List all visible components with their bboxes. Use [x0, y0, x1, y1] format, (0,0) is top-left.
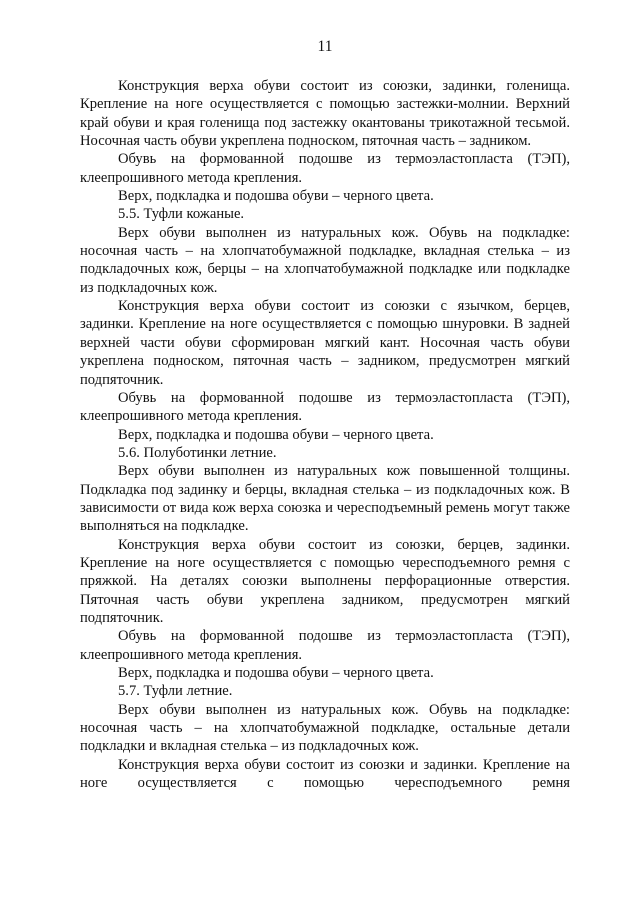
paragraph-shoes-sole: Обувь на формованной подошве из термоэластопласта (ТЭП), клеепрошивного метода крепления. [80, 389, 570, 425]
paragraph-boot-construction: Конструкция верха обуви состоит из союзки, задинки, голенища. Крепление на ноге осуществляется с помощью застежки-молнии. Верхний край обуви и края голенища под застежку окантованы трикотажной тесьмой. Носочная часть обуви укреплена подноском, пяточная часть – задником. [80, 78, 570, 150]
section-heading-5-7: 5.7. Туфли летние. [118, 683, 233, 700]
paragraph-shoes-upper: Верх обуви выполнен из натуральных кож. Обувь на подкладке: носочная часть – на хлопчатобумажной подкладке, вкладная стелька – из подкладочных кож, берцы – на хлопчатобумажной подкладке или подкладке из подкладочных кож. [80, 224, 570, 296]
paragraph-shoes-color: Верх, подкладка и подошва обуви – черного цвета. [118, 426, 434, 443]
paragraph-shoes-construction: Конструкция верха обуви состоит из союзки с язычком, берцев, задинки. Крепление на ноге осуществляется с помощью шнуровки. В задней верхней части обуви сформирован мягкий кант. Носочная часть обуви укреплена подноском, пяточная часть – задником, предусмотрен мягкий подпяточник. [80, 298, 570, 388]
paragraph-lowboots-sole: Обувь на формованной подошве из термоэластопласта (ТЭП), клеепрошивного метода крепления. [80, 628, 570, 663]
section-heading-5-5: 5.5. Туфли кожаные. [118, 206, 245, 223]
paragraph-summer-shoes-construction: Конструкция верха обуви состоит из союзки и задинки. Крепление на ноге осуществляется с помощью чересподъемного ремня [80, 756, 570, 792]
page-number: 11 [317, 38, 333, 55]
paragraph-boot-color: Верх, подкладка и подошва обуви – черного цвета. [118, 188, 434, 205]
paragraph-summer-shoes-upper: Верх обуви выполнен из натуральных кож. Обувь на подкладке: носочная часть – на хлопчатобумажной подкладке, остальные детали подкладки и вкладная стелька – из подкладочных кож. [80, 701, 570, 755]
paragraph-boot-sole: Обувь на формованной подошве из термоэластопласта (ТЭП), клеепрошивного метода крепления. [80, 151, 570, 186]
paragraph-lowboots-construction: Конструкция верха обуви состоит из союзки, берцев, задинки. Крепление на ноге осуществляется с помощью чересподъемного ремня с пряжкой. На деталях союзки выполнены перфорационные отверстия. Пяточная часть обуви укреплена задником, предусмотрен мягкий подпяточник. [80, 536, 570, 626]
paragraph-lowboots-color: Верх, подкладка и подошва обуви – черного цвета. [118, 665, 434, 681]
paragraph-lowboots-upper: Верх обуви выполнен из натуральных кож повышенной толщины. Подкладка под задинку и берцы, вкладная стелька – из подкладочных кож. В зависимости от вида кож верха союзка и чересподъемный ремень могут также выполняться на подкладке. [80, 463, 570, 535]
section-heading-5-6: 5.6. Полуботинки летние. [118, 444, 277, 461]
